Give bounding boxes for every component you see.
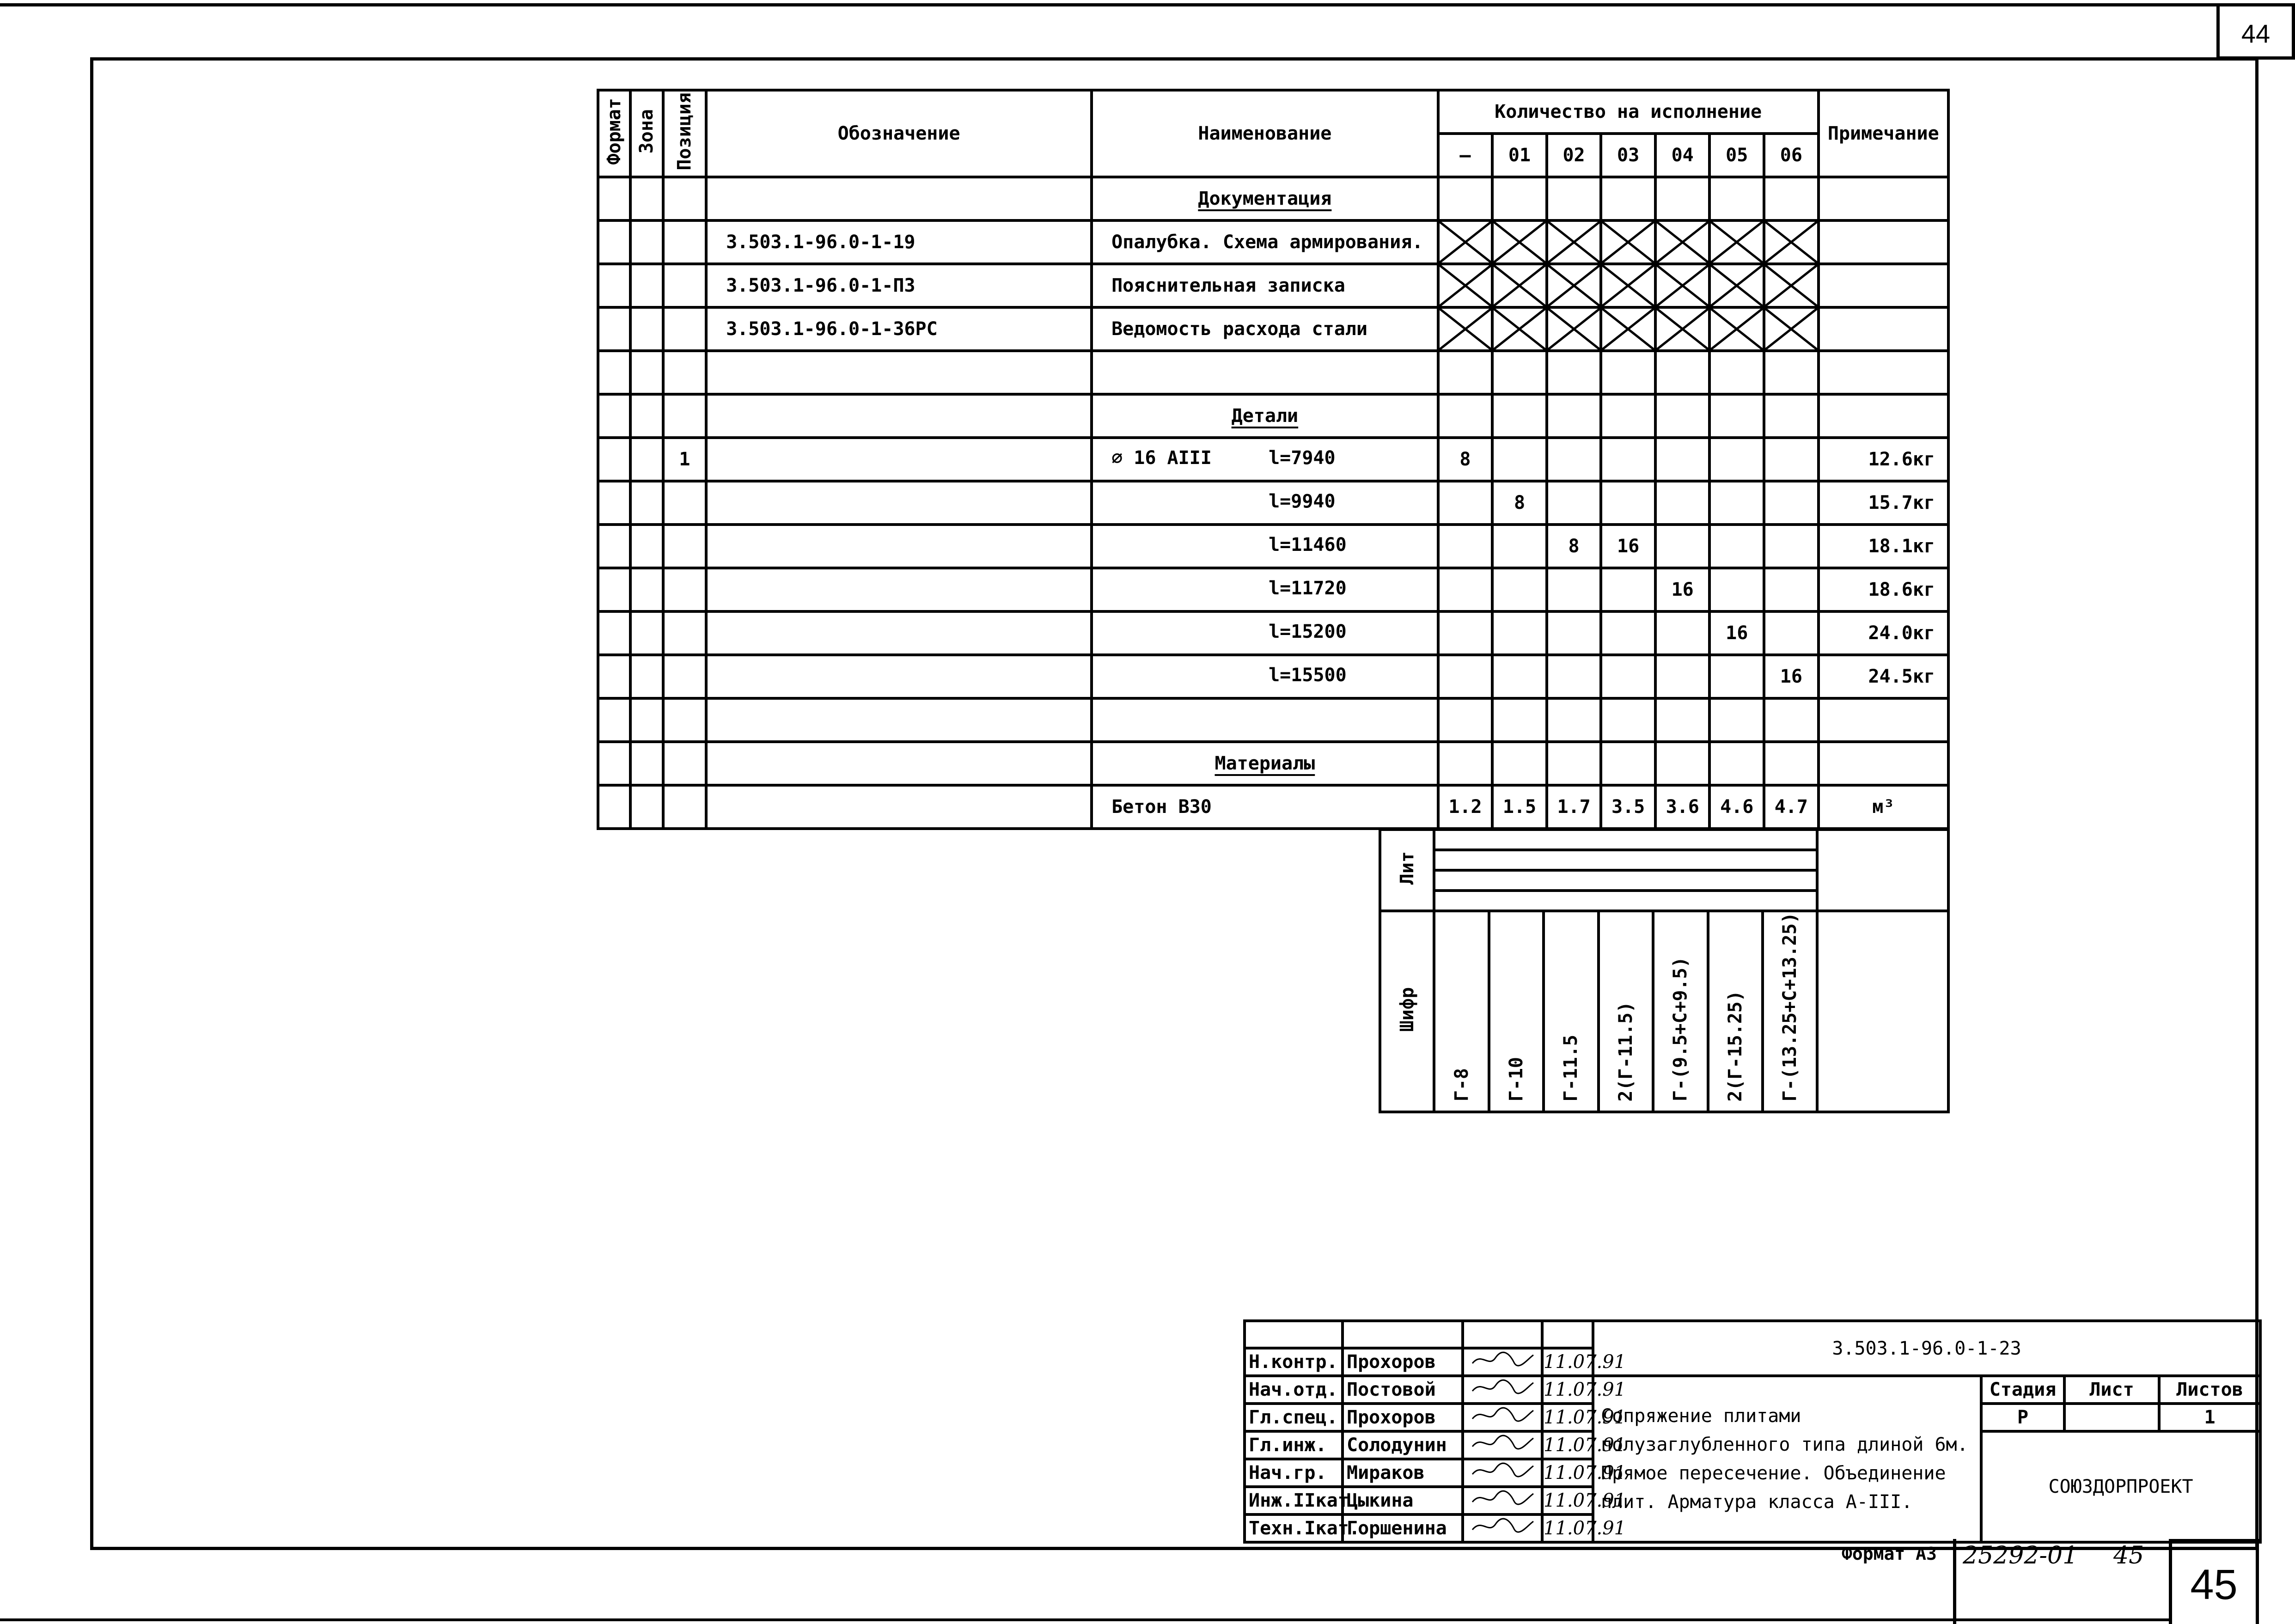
header-variant: 01 <box>1492 134 1547 177</box>
detail-name-cell <box>1092 568 1438 611</box>
detail-row <box>598 481 1948 525</box>
signer-date: 11.07.91 <box>1542 1376 1593 1404</box>
signer-name: Постовой <box>1343 1376 1463 1404</box>
detail-position <box>663 655 706 698</box>
document-name: Опалубка. Схема армирования. <box>1092 220 1438 264</box>
shifr-label-cell <box>1380 911 1434 1112</box>
top-line <box>0 0 2295 6</box>
detail-name-cell <box>1092 525 1438 568</box>
cross-cell <box>1492 220 1547 264</box>
detail-quantity <box>1492 568 1547 611</box>
detail-quantity <box>1438 611 1493 655</box>
detail-length: l=11460 <box>1269 534 1347 556</box>
detail-row <box>598 655 1948 698</box>
detail-quantity <box>1655 611 1710 655</box>
signature-icon <box>1468 1405 1537 1425</box>
signature <box>1463 1376 1542 1404</box>
header-zone: Зона <box>630 90 663 177</box>
detail-quantity <box>1601 611 1655 655</box>
cross-cell <box>1492 264 1547 307</box>
detail-row <box>598 525 1948 568</box>
cross-mark <box>1765 309 1817 349</box>
material-quantity: 1.7 <box>1547 785 1601 829</box>
signer-role: Гл.спец. <box>1245 1404 1343 1431</box>
detail-quantity: 16 <box>1655 568 1710 611</box>
signer-role: Нач.отд. <box>1245 1376 1343 1404</box>
detail-row <box>598 611 1948 655</box>
header-note: Примечание <box>1819 90 1948 177</box>
cross-mark <box>1711 265 1763 306</box>
signer-name: Горшенина <box>1343 1514 1463 1542</box>
shifr-cell: Г-8 <box>1434 911 1489 1112</box>
cross-mark <box>1440 265 1491 306</box>
detail-quantity <box>1655 655 1710 698</box>
signature <box>1463 1459 1542 1487</box>
cross-cell <box>1547 307 1601 351</box>
detail-quantity <box>1492 525 1547 568</box>
shifr-cell: Г-(13.25+С+13.25) <box>1763 911 1818 1112</box>
lit-label-cell <box>1380 830 1434 911</box>
cross-cell <box>1438 264 1493 307</box>
signature <box>1463 1514 1542 1542</box>
detail-quantity <box>1547 438 1601 481</box>
cross-cell <box>1601 307 1655 351</box>
detail-row <box>598 568 1948 611</box>
cross-cell <box>1492 307 1547 351</box>
detail-quantity <box>1492 438 1547 481</box>
archive-sheet: 45 <box>2113 1542 2144 1569</box>
bottom-line <box>0 1618 2169 1621</box>
detail-quantity: 8 <box>1547 525 1601 568</box>
cross-cell <box>1547 264 1601 307</box>
document-row <box>598 264 1948 307</box>
detail-note: 18.6кг <box>1819 568 1948 611</box>
shifr-cell: 2(Г-15.25) <box>1708 911 1763 1112</box>
detail-note: 24.5кг <box>1819 655 1948 698</box>
detail-quantity <box>1601 655 1655 698</box>
corner-number-bottom-box <box>2169 1539 2259 1624</box>
detail-quantity <box>1709 655 1764 698</box>
detail-length: l=11720 <box>1269 578 1347 599</box>
cross-cell <box>1655 307 1710 351</box>
signer-role: Гл.инж. <box>1245 1431 1343 1459</box>
detail-note: 15.7кг <box>1819 481 1948 525</box>
signature-icon <box>1468 1433 1537 1453</box>
header-format: Формат <box>598 90 630 177</box>
detail-quantity <box>1547 611 1601 655</box>
shifr-label: Шифр <box>1396 987 1418 1032</box>
corner-number-top: 44 <box>2241 19 2271 48</box>
lit-label: Лит <box>1396 851 1418 885</box>
document-designation: 3.503.1-96.0-1-36РС <box>706 307 1092 351</box>
signature-icon <box>1468 1349 1537 1370</box>
material-row <box>598 785 1948 829</box>
detail-quantity <box>1655 525 1710 568</box>
cross-cell <box>1764 264 1819 307</box>
signature <box>1463 1487 1542 1514</box>
detail-quantity <box>1655 481 1710 525</box>
detail-length: l=7940 <box>1269 447 1336 469</box>
detail-quantity <box>1655 438 1710 481</box>
header-variant: 04 <box>1655 134 1710 177</box>
stage-label: Стадия <box>1981 1376 2064 1404</box>
header-designation: Обозначение <box>706 90 1092 177</box>
specification-table <box>597 89 1950 830</box>
signer-row <box>1245 1376 2260 1404</box>
signer-name: Прохоров <box>1343 1348 1463 1376</box>
section-materials: Материалы <box>1215 753 1315 774</box>
material-quantity: 4.6 <box>1709 785 1764 829</box>
material-quantity: 1.2 <box>1438 785 1493 829</box>
section-row <box>598 177 1948 220</box>
detail-quantity <box>1764 438 1819 481</box>
detail-note: 24.0кг <box>1819 611 1948 655</box>
cross-mark <box>1548 265 1600 306</box>
cross-mark <box>1548 309 1600 349</box>
detail-name-cell <box>1092 655 1438 698</box>
document-name: Пояснительная записка <box>1092 264 1438 307</box>
cross-cell <box>1764 307 1819 351</box>
cross-mark <box>1765 222 1817 263</box>
cross-mark <box>1602 309 1654 349</box>
signer-role: Техн.Iкат. <box>1245 1514 1343 1542</box>
signer-date: 11.07.91 <box>1542 1459 1593 1487</box>
cross-mark <box>1657 265 1709 306</box>
signature <box>1463 1404 1542 1431</box>
cross-mark <box>1494 265 1545 306</box>
detail-quantity: 16 <box>1709 611 1764 655</box>
detail-quantity <box>1492 611 1547 655</box>
detail-position <box>663 568 706 611</box>
section-documentation: Документация <box>1198 188 1332 209</box>
material-name: Бетон В30 <box>1092 785 1438 829</box>
detail-quantity <box>1547 481 1601 525</box>
header-variant: 02 <box>1547 134 1601 177</box>
cross-cell <box>1709 220 1764 264</box>
detail-quantity <box>1764 611 1819 655</box>
detail-name-cell <box>1092 438 1438 481</box>
cross-mark <box>1602 222 1654 263</box>
corner-number-bottom: 45 <box>2190 1561 2238 1608</box>
detail-length: l=15200 <box>1269 621 1347 642</box>
signer-date: 11.07.91 <box>1542 1514 1593 1542</box>
material-quantity: 3.5 <box>1601 785 1655 829</box>
empty-row <box>598 698 1948 742</box>
document-row <box>598 220 1948 264</box>
title-block <box>1243 1319 2262 1544</box>
detail-quantity <box>1709 568 1764 611</box>
detail-position: 1 <box>663 438 706 481</box>
doc-description: Сопряжение плитами полузаглубленного типа длиной 6м. Прямое пересечение. Объединение плит. Арматура класса А-III. <box>1593 1376 1981 1542</box>
cross-cell <box>1709 264 1764 307</box>
cross-cell <box>1438 307 1493 351</box>
detail-quantity: 16 <box>1601 525 1655 568</box>
detail-name: ⌀ 16 АIII <box>1111 447 1212 469</box>
sheets-label: Листов <box>2159 1376 2260 1404</box>
signature <box>1463 1348 1542 1376</box>
header-position: Позиция <box>663 90 706 177</box>
signer-role: Н.контр. <box>1245 1348 1343 1376</box>
cross-cell <box>1601 220 1655 264</box>
cross-mark <box>1494 222 1545 263</box>
cross-cell <box>1764 220 1819 264</box>
cross-cell <box>1438 220 1493 264</box>
detail-quantity <box>1438 525 1493 568</box>
signer-date: 11.07.91 <box>1542 1404 1593 1431</box>
detail-name-cell <box>1092 611 1438 655</box>
archive-number-box <box>1953 1539 2170 1624</box>
signer-name: Мираков <box>1343 1459 1463 1487</box>
signature <box>1463 1431 1542 1459</box>
signature-icon <box>1468 1488 1537 1508</box>
detail-quantity <box>1438 481 1493 525</box>
detail-quantity <box>1438 568 1493 611</box>
signer-date: 11.07.91 <box>1542 1431 1593 1459</box>
document-designation: 3.503.1-96.0-1-19 <box>706 220 1092 264</box>
signature-icon <box>1468 1377 1537 1398</box>
cross-mark <box>1548 222 1600 263</box>
section-row <box>598 742 1948 785</box>
detail-note: 12.6кг <box>1819 438 1948 481</box>
signer-role: Инж.IIкат <box>1245 1487 1343 1514</box>
header-variant: 03 <box>1601 134 1655 177</box>
signature-icon <box>1468 1516 1537 1536</box>
cross-mark <box>1440 222 1491 263</box>
detail-position <box>663 525 706 568</box>
stage-value: Р <box>1981 1404 2064 1431</box>
signer-date: 11.07.91 <box>1542 1348 1593 1376</box>
shifr-cell: Г-11.5 <box>1544 911 1598 1112</box>
format-label: Формат А3 <box>1842 1544 1937 1564</box>
doc-number: 3.503.1-96.0-1-23 <box>1593 1321 2260 1376</box>
material-quantity: 3.6 <box>1655 785 1710 829</box>
signature-icon <box>1468 1460 1537 1481</box>
header-name: Наименование <box>1092 90 1438 177</box>
cross-cell <box>1547 220 1601 264</box>
cross-cell <box>1655 220 1710 264</box>
signer-name: Солодунин <box>1343 1431 1463 1459</box>
cross-mark <box>1765 265 1817 306</box>
material-quantity: 1.5 <box>1492 785 1547 829</box>
detail-quantity: 16 <box>1764 655 1819 698</box>
material-quantity: 4.7 <box>1764 785 1819 829</box>
detail-quantity <box>1764 568 1819 611</box>
cross-mark <box>1440 309 1491 349</box>
detail-quantity <box>1709 525 1764 568</box>
archive-number: 25292-01 <box>1963 1542 2078 1569</box>
header-variant: 06 <box>1764 134 1819 177</box>
cross-cell <box>1601 264 1655 307</box>
sheet-label: Лист <box>2064 1376 2159 1404</box>
shifr-cell: Г-10 <box>1489 911 1544 1112</box>
detail-position <box>663 611 706 655</box>
corner-number-top-box <box>2216 6 2295 60</box>
material-note: м³ <box>1819 785 1948 829</box>
shifr-cell: Г-(9.5+С+9.5) <box>1653 911 1708 1112</box>
signer-name: Прохоров <box>1343 1404 1463 1431</box>
cross-mark <box>1657 222 1709 263</box>
detail-quantity <box>1547 655 1601 698</box>
detail-quantity <box>1601 568 1655 611</box>
header-variant: 05 <box>1709 134 1764 177</box>
document-designation: 3.503.1-96.0-1-ПЗ <box>706 264 1092 307</box>
detail-quantity <box>1601 438 1655 481</box>
cross-mark <box>1494 309 1545 349</box>
cross-cell <box>1709 307 1764 351</box>
header-variant: — <box>1438 134 1493 177</box>
detail-length: l=15500 <box>1269 665 1347 686</box>
detail-length: l=9940 <box>1269 491 1336 512</box>
signer-role: Нач.гр. <box>1245 1459 1343 1487</box>
shifr-cell: 2(Г-11.5) <box>1599 911 1653 1112</box>
cross-mark <box>1657 309 1709 349</box>
section-row <box>598 394 1948 438</box>
detail-quantity <box>1764 481 1819 525</box>
sheet-value <box>2064 1404 2159 1431</box>
detail-name-cell <box>1092 481 1438 525</box>
cross-mark <box>1602 265 1654 306</box>
document-name: Ведомость расхода стали <box>1092 307 1438 351</box>
cross-mark <box>1711 222 1763 263</box>
detail-position <box>663 481 706 525</box>
header-quantity: Количество на исполнение <box>1438 90 1819 134</box>
detail-row <box>598 438 1948 481</box>
detail-quantity <box>1601 481 1655 525</box>
document-row <box>598 307 1948 351</box>
organization: СОЮЗДОРПРОЕКТ <box>1981 1431 2260 1542</box>
detail-quantity <box>1492 655 1547 698</box>
detail-quantity <box>1709 481 1764 525</box>
detail-quantity <box>1438 655 1493 698</box>
detail-quantity <box>1709 438 1764 481</box>
lit-shifr-table <box>1379 828 1950 1113</box>
section-details: Детали <box>1231 405 1299 427</box>
signer-name: Цыкина <box>1343 1487 1463 1514</box>
sheets-value: 1 <box>2159 1404 2260 1431</box>
empty-row <box>598 351 1948 394</box>
cross-cell <box>1655 264 1710 307</box>
detail-quantity <box>1764 525 1819 568</box>
detail-quantity <box>1547 568 1601 611</box>
detail-quantity: 8 <box>1438 438 1493 481</box>
cross-mark <box>1711 309 1763 349</box>
signer-date: 11.07.91 <box>1542 1487 1593 1514</box>
detail-note: 18.1кг <box>1819 525 1948 568</box>
detail-quantity: 8 <box>1492 481 1547 525</box>
